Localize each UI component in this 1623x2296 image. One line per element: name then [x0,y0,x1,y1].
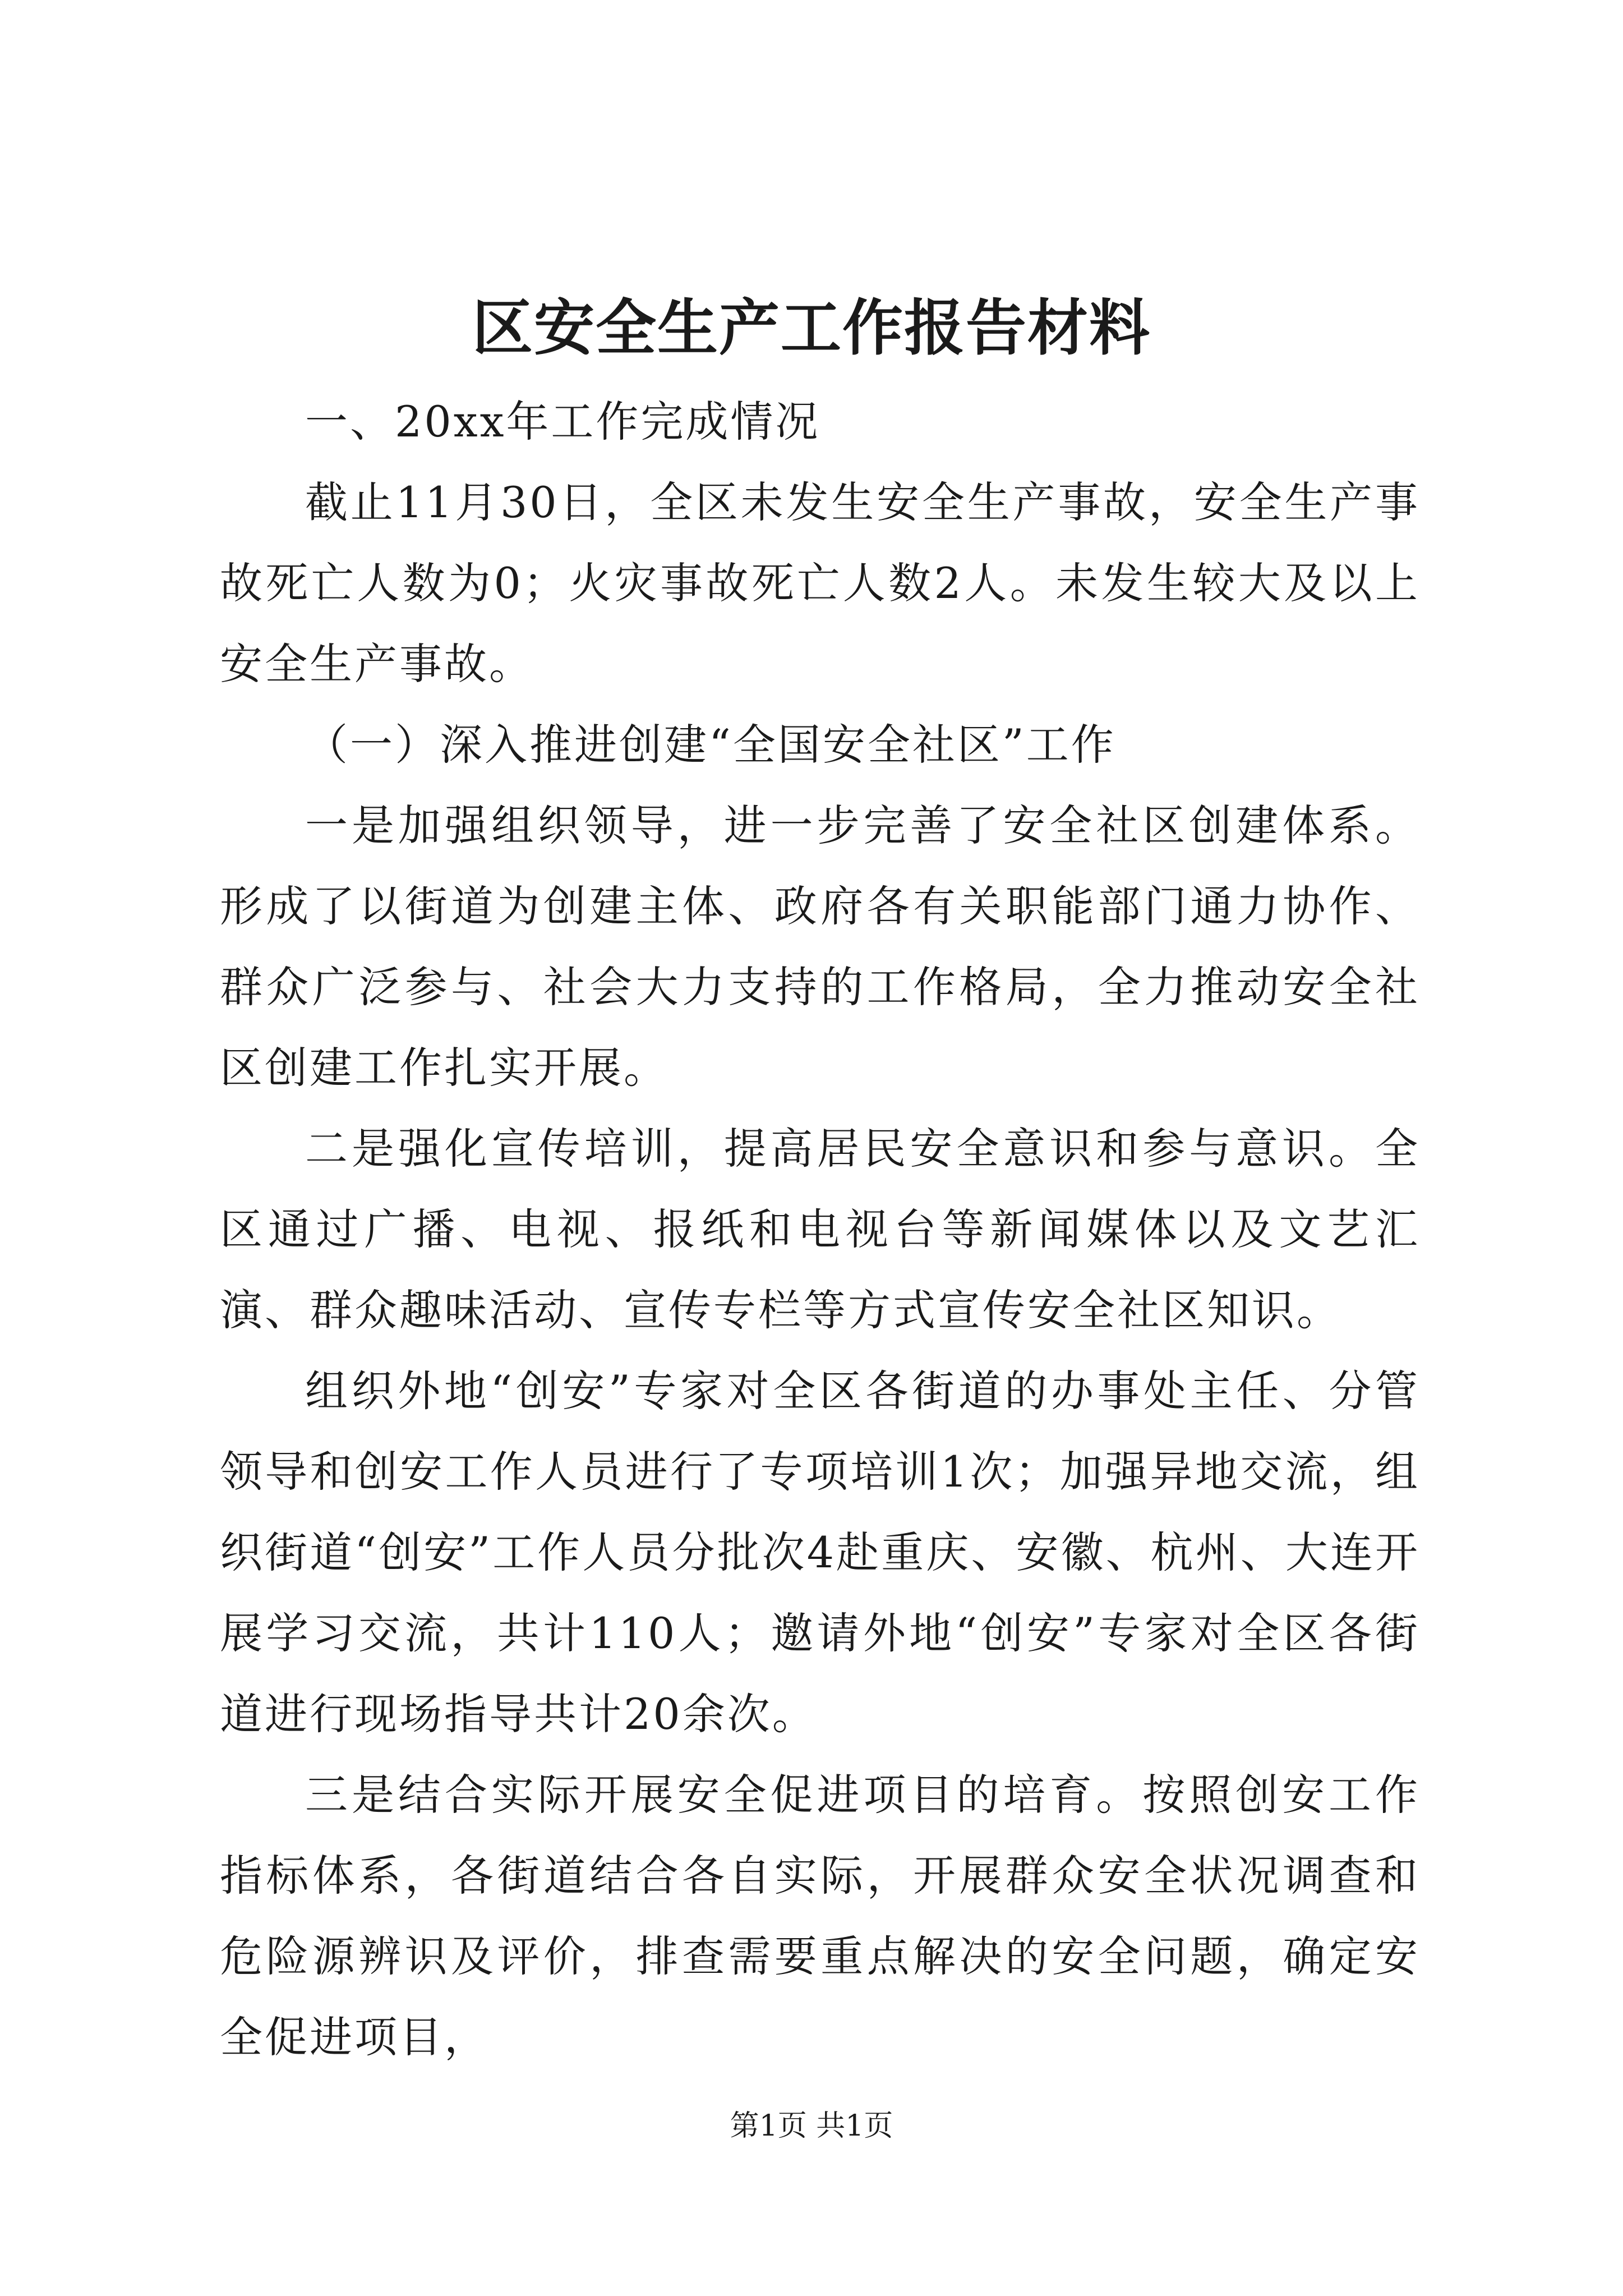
document-title: 区安全生产工作报告材料 [472,293,1151,364]
page-footer: 第1页 共1页 [730,2109,893,2143]
paragraph-item-two: 二是强化宣传培训，提高居民安全意识和参与意识。全区通过广播、电视、报纸和电视台等新闻媒体以及文艺汇演、群众趣味活动、宣传专栏等方式宣传安全社区知识。 [220,1124,1420,1335]
paragraph-item-one: 一是加强组织领导，进一步完善了安全社区创建体系。形成了以街道为创建主体、政府各有关职能部门通力协作、群众广泛参与、社会大力支持的工作格局，全力推动安全社区创建工作扎实开展。 [220,800,1420,1093]
paragraph-item-three: 三是结合实际开展安全促进项目的培育。按照创安工作指标体系，各街道结合各自实际，开展群众安全状况调查和危险源辨识及评价，排查需要重点解决的安全问题，确定安全促进项目， [220,1770,1420,2062]
paragraph-summary: 截止11月30日，全区未发生安全生产事故，安全生产事故死亡人数为0；火灾事故死亡人数2人。未发生较大及以上安全生产事故。 [220,477,1420,689]
paragraph-section-heading: 一、20xx年工作完成情况 [305,397,820,447]
paragraph-subsection-heading: （一）深入推进创建“全国安全社区”工作 [305,720,1116,770]
paragraph-training: 组织外地“创安”专家对全区各街道的办事处主任、分管领导和创安工作人员进行了专项培训1次；加强异地交流，组织街道“创安”工作人员分批次4赴重庆、安徽、杭州、大连开展学习交流，共计110人；邀请外地“创安”专家对全区各街道进行现场指导共计20余次。 [220,1366,1420,1739]
document-body [220,381,1420,2078]
